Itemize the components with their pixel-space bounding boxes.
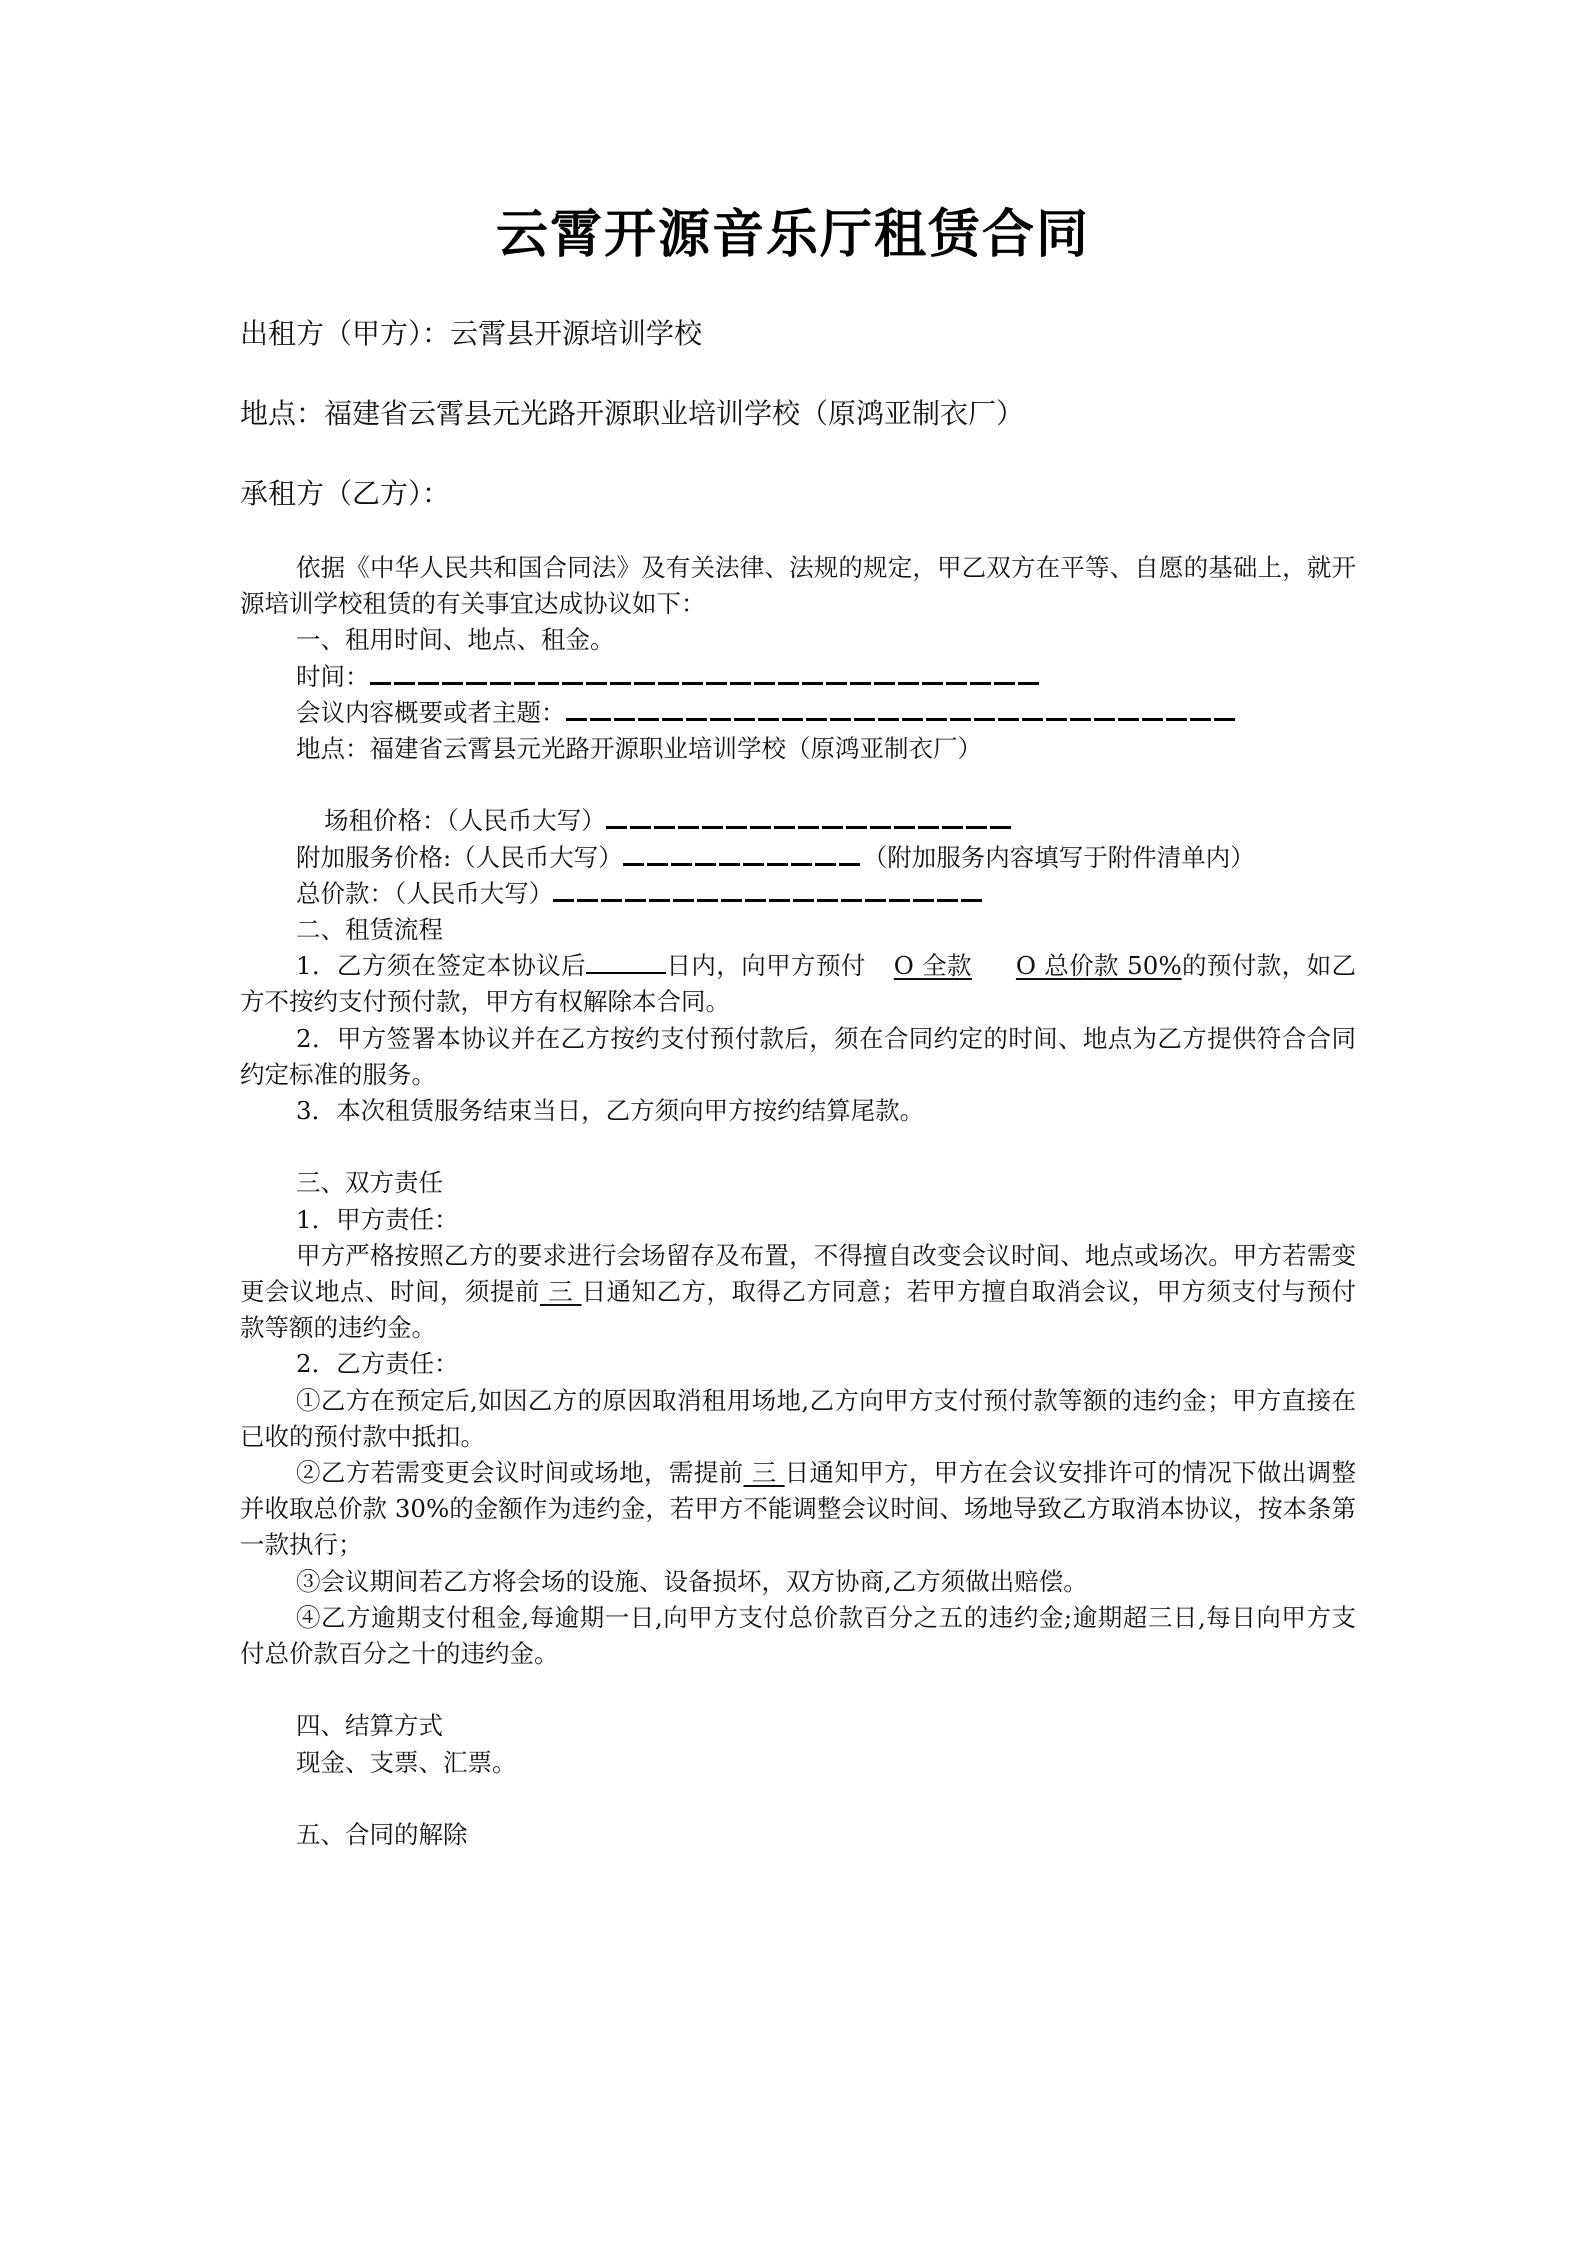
party-b-clause-3: ③会议期间若乙方将会场的设施、设备损坏，双方协商,乙方须做出赔偿。 xyxy=(296,1566,1088,1596)
party-b-clause-1: ①乙方在预定后,如因乙方的原因取消租用场地,乙方向甲方支付预付款等额的违约金；甲方直接在已收的预付款中抵扣。 xyxy=(240,1385,1356,1451)
item1-text-c: 的预付款，如乙方不按约支付预付款，甲方有权解除本合同。 xyxy=(240,951,1357,1017)
clause2-text-a: ②乙方若需变更会议时间或场地，需提前 xyxy=(296,1458,744,1488)
section-2-item-1 xyxy=(240,948,1356,1020)
prepay-options xyxy=(866,951,1182,980)
party-a-heading: 1．甲方责任： xyxy=(296,1204,459,1234)
location-line: 地点：福建省云霄县元光路开源职业培训学校（原鸿亚制衣厂） xyxy=(240,397,1025,430)
item1-text-b: 日内，向甲方预付 xyxy=(666,951,866,981)
intro-paragraph: 依据《中华人民共和国合同法》及有关法律、法规的规定，甲乙双方在平等、自愿的基础上，就开源培训学校租赁的有关事宜达成协议如下： xyxy=(240,553,1356,619)
time-label: 时间： xyxy=(296,661,370,691)
document-title: 云霄开源音乐厅租赁合同 xyxy=(495,205,1090,265)
total-row xyxy=(240,876,1356,912)
section-2-item-2: 2．甲方签署本协议并在乙方按约支付预付款后，须在合同约定的时间、地点为乙方提供符合合同约定标准的服务。 xyxy=(240,1023,1356,1089)
place-row: 地点：福建省云霄县元光路开源职业培训学校（原鸿亚制衣厂） xyxy=(296,734,982,764)
extra-service-label: 附加服务价格:（人民币大写） xyxy=(296,842,623,872)
total-label: 总价款：（人民币大写） xyxy=(296,878,554,908)
lessee-line: 承租方（乙方）： xyxy=(240,477,451,510)
party-a-text-a: 甲方严格按照乙方的要求进行会场留存及布置，不得擅自改变会议时间、地点或场次。甲方若需变更会议地点、时间，须提前 xyxy=(240,1240,1356,1307)
section-2-item-3: 3．本次租赁服务结束当日，乙方须向甲方按约结算尾款。 xyxy=(296,1096,925,1126)
party-b-clause-2 xyxy=(240,1455,1356,1564)
spacer xyxy=(240,1672,1356,1708)
prepay-days-field[interactable] xyxy=(586,950,666,974)
extra-service-row xyxy=(240,840,1356,876)
rent-row xyxy=(240,803,1356,839)
clause2-text-b: 日通知甲方，甲方在会议安排许可的情况下做出调整并收取总价款 30%的金额作为违约金，若甲方不能调整会议时间、场地导致乙方取消本协议，按本条第一款执行； xyxy=(240,1458,1357,1560)
total-field[interactable] xyxy=(553,880,985,902)
section-3-heading: 三、双方责任 xyxy=(296,1168,443,1198)
item1-text-a: 1．乙方须在签定本协议后 xyxy=(296,951,587,981)
party-a-notice-days: 三 xyxy=(539,1277,582,1307)
party-a-text-b: 日通知乙方，取得乙方同意；若甲方擅自取消会议，甲方须支付与预付款等额的违约金。 xyxy=(240,1277,1357,1343)
spacer xyxy=(240,1781,1356,1817)
topic-row xyxy=(240,695,1356,731)
topic-label: 会议内容概要或者主题： xyxy=(296,697,566,727)
party-b-heading: 2．乙方责任： xyxy=(296,1349,459,1379)
extra-service-field[interactable] xyxy=(623,844,863,866)
option-half-payment[interactable]: O 总价款 50% xyxy=(1015,951,1182,981)
spacer xyxy=(240,1129,1356,1165)
option-full-payment[interactable]: O 全款 xyxy=(893,951,972,981)
contract-body xyxy=(240,550,1356,1853)
payment-methods: 现金、支票、汇票。 xyxy=(296,1747,517,1777)
section-4-heading: 四、结算方式 xyxy=(296,1711,443,1741)
party-b-clause-4: ④乙方逾期支付租金,每逾期一日,向甲方支付总价款百分之五的违约金;逾期超三日,每日向甲方支付总价款百分之十的违约金。 xyxy=(240,1602,1356,1669)
topic-field[interactable] xyxy=(566,699,1238,721)
party-a-duties xyxy=(240,1238,1356,1347)
section-5-heading: 五、合同的解除 xyxy=(296,1820,468,1850)
time-field[interactable] xyxy=(370,663,1042,685)
section-2-heading: 二、租赁流程 xyxy=(296,915,443,945)
rent-label: 场租价格：（人民币大写） xyxy=(324,806,606,836)
time-row xyxy=(240,659,1356,695)
lessor-line: 出租方（甲方）：云霄县开源培训学校 xyxy=(240,317,703,350)
extra-service-note: （附加服务内容填写于附件清单内） xyxy=(862,842,1255,872)
spacer xyxy=(240,767,1356,803)
rent-field[interactable] xyxy=(606,807,1014,829)
section-1-heading: 一、租用时间、地点、租金。 xyxy=(296,625,615,655)
party-b-notice-days: 三 xyxy=(743,1458,785,1488)
